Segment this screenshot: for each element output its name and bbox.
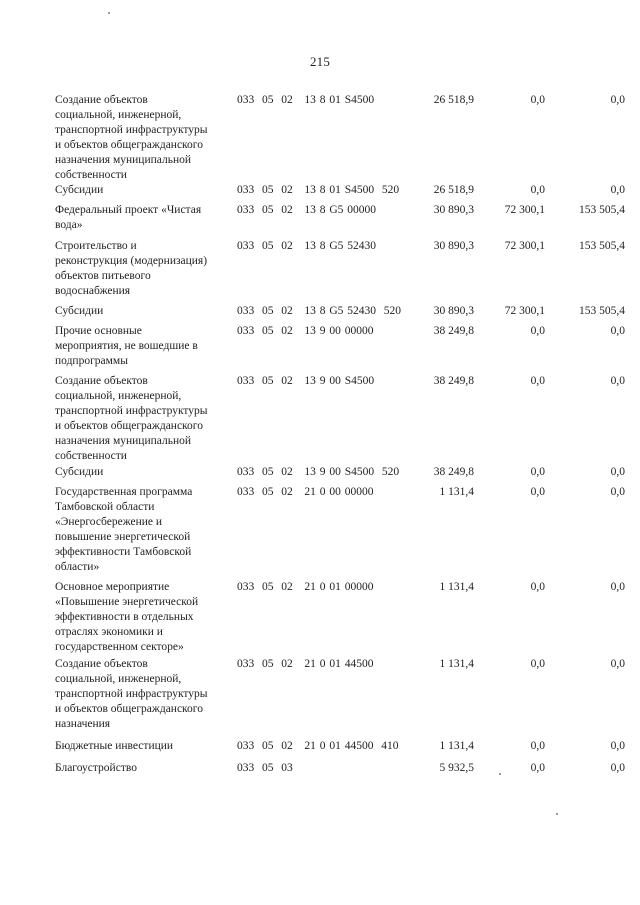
- row-value-2: 0,0: [530, 658, 545, 670]
- row-value-1: 26 518,9: [433, 94, 474, 106]
- row-name: Создание объектов социальной, инженерной, транспортной инфраструктуры и объектов общегражданского назначения муниципальной собственности: [55, 375, 208, 462]
- row-value-1: 30 890,3: [433, 305, 474, 317]
- row-code: 033 05 02 21 0 01 44500 410: [237, 740, 399, 752]
- row-name: Основное мероприятие «Повышение энергетической эффективности в отдельных отраслях экономики и государственном секторе»: [55, 581, 199, 653]
- row-value-2: 72 300,1: [504, 204, 545, 216]
- row-value-1: 1 131,4: [439, 581, 474, 593]
- row-value-1: 30 890,3: [433, 204, 474, 216]
- row-name: Бюджетные инвестиции: [55, 740, 174, 752]
- row-value-3: 0,0: [610, 658, 625, 670]
- row-value-2: 0,0: [530, 466, 545, 478]
- row-code: 033 05 02 13 8 G5 52430 520: [237, 305, 402, 317]
- row-value-3: 0,0: [610, 486, 625, 498]
- row-value-3: 0,0: [610, 466, 625, 478]
- row-value-1: 38 249,8: [433, 325, 474, 337]
- row-value-2: 72 300,1: [504, 305, 545, 317]
- row-value-2: 0,0: [530, 94, 545, 106]
- row-value-2: 0,0: [530, 375, 545, 387]
- row-value-1: 1 131,4: [439, 658, 474, 670]
- row-value-3: 153 505,4: [579, 240, 625, 252]
- row-name: Федеральный проект «Чистая вода»: [55, 204, 202, 231]
- row-value-1: 30 890,3: [433, 240, 474, 252]
- row-name: Создание объектов социальной, инженерной, транспортной инфраструктуры и объектов общегражданского назначения: [55, 658, 208, 730]
- row-code: 033 05 02 13 8 01 S4500: [237, 94, 375, 106]
- row-code: 033 05 02 13 9 00 00000: [237, 325, 374, 337]
- row-code: 033 05 02 21 0 01 44500: [237, 658, 374, 670]
- row-value-3: 0,0: [610, 375, 625, 387]
- row-value-2: 0,0: [530, 581, 545, 593]
- row-value-1: 5 932,5: [439, 762, 474, 774]
- row-code: 033 05 02 21 0 01 00000: [237, 581, 374, 593]
- row-value-2: 0,0: [530, 486, 545, 498]
- row-name: Субсидии: [55, 184, 104, 196]
- row-code: 033 05 02 13 8 01 S4500 520: [237, 184, 400, 196]
- row-name: Строительство и реконструкция (модернизация) объектов питьевого водоснабжения: [55, 240, 208, 297]
- row-value-3: 0,0: [610, 94, 625, 106]
- row-value-3: 0,0: [610, 762, 625, 774]
- row-value-1: 1 131,4: [439, 486, 474, 498]
- row-code: 033 05 02 13 8 G5 00000: [237, 204, 377, 216]
- row-value-3: 153 505,4: [579, 305, 625, 317]
- row-code: 033 05 02 13 9 00 S4500: [237, 375, 375, 387]
- row-code: 033 05 02 13 9 00 S4500 520: [237, 466, 400, 478]
- row-value-1: 38 249,8: [433, 466, 474, 478]
- row-name: Субсидии: [55, 466, 104, 478]
- row-value-2: 0,0: [530, 184, 545, 196]
- row-name: Субсидии: [55, 305, 104, 317]
- row-value-3: 153 505,4: [579, 204, 625, 216]
- row-name: Государственная программа Тамбовской области «Энергосбережение и повышение энергетической эффективности Тамбовской области»: [55, 486, 193, 573]
- row-name: Прочие основные мероприятия, не вошедшие в подпрограммы: [55, 325, 198, 367]
- row-value-1: 38 249,8: [433, 375, 474, 387]
- row-code: 033 05 02 21 0 00 00000: [237, 486, 374, 498]
- row-name: Благоустройство: [55, 762, 137, 774]
- row-value-2: 0,0: [530, 740, 545, 752]
- row-value-3: 0,0: [610, 740, 625, 752]
- row-value-3: 0,0: [610, 325, 625, 337]
- row-code: 033 05 02 13 8 G5 52430: [237, 240, 377, 252]
- row-value-2: 0,0: [530, 762, 545, 774]
- row-value-2: 72 300,1: [504, 240, 545, 252]
- page-number: 215: [309, 54, 331, 69]
- row-value-3: 0,0: [610, 184, 625, 196]
- row-value-3: 0,0: [610, 581, 625, 593]
- row-name: Создание объектов социальной, инженерной, транспортной инфраструктуры и объектов общегражданского назначения муниципальной собственности: [55, 94, 208, 181]
- row-value-2: 0,0: [530, 325, 545, 337]
- row-code: 033 05 03: [237, 762, 293, 774]
- row-value-1: 1 131,4: [439, 740, 474, 752]
- row-value-1: 26 518,9: [433, 184, 474, 196]
